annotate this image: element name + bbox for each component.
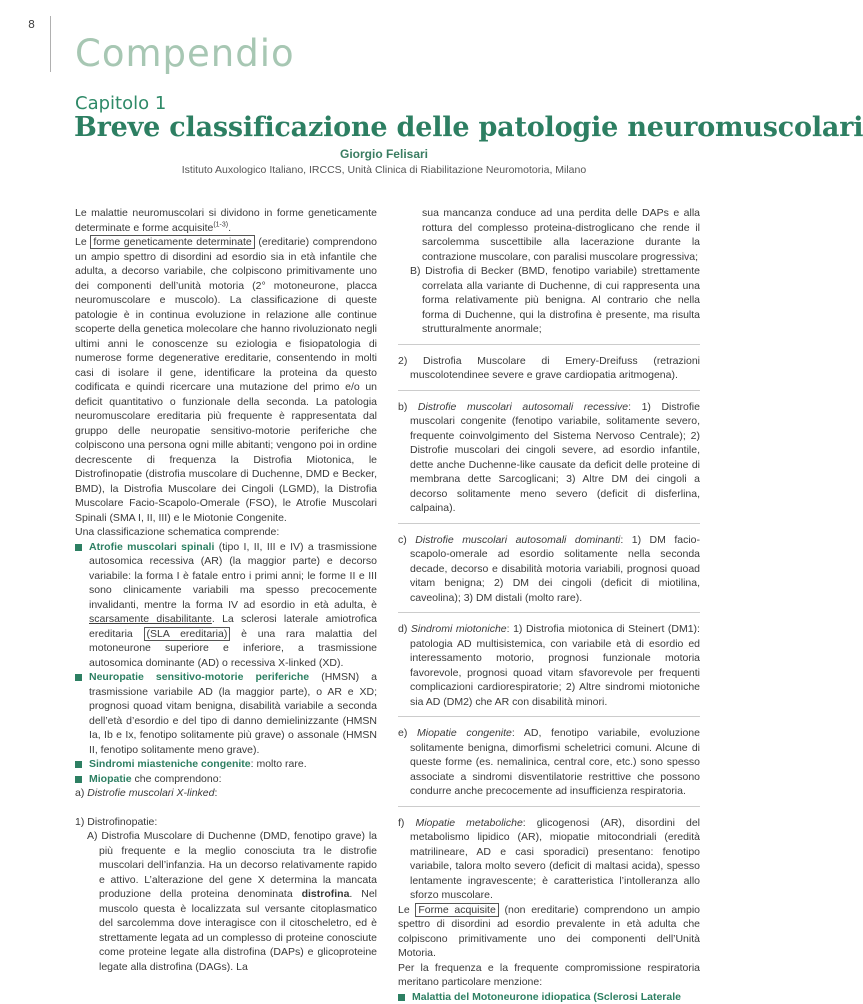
genetic-forms-paragraph (75, 235, 377, 525)
genetic-forms-text: (ereditarie) comprendono un ampio spettro di disordini ad esordio sia in età infantile che adulta, a decorso variabile, che colpiscono primitivamente uno dei componenti dell’unità motoria (2° motoneurone, placca neuromuscolare e muscolo). La classificazione di queste patologie è in continua evoluzione in relazione alle continue scoperte della genetica molecolare che hanno rivoluzionato negli ultimi anni le conoscenze su eziologia e fisiopatologia di numerose forme degenerative ereditarie, consentendo in molti casi di isolare il gene, identificare la proteina da questo codificata e quindi ricercare una mutazione del primo e/o un deficit quantitativo o funzionale della seconda. La patologia neuromuscolare ereditaria più frequente è rappresentata dal gruppo delle neuropatie sensitivo-motorie periferiche che colpiscono una persona ogni mille abitanti; vengono poi in ordine decrescente di frequenza la Distrofia Miotonica, le Distrofinopatie (distrofia muscolare di Duchenne, DMD e Becker, BMD), la Distrofia Muscolare dei Cingoli (LGMD), la Distrofia Muscolare Facio-Scapolo-Omerale (FSO), le Atrofie Muscolari Spinali (SMA I, II, III) e le Miotonie Congenite. (75, 236, 377, 524)
bullet-text: : molto rare. (251, 758, 307, 770)
item-prefix: f) (398, 817, 415, 829)
square-bullet-icon (75, 776, 82, 783)
page-number: 8 (28, 18, 35, 31)
author-name: Giorgio Felisari (0, 147, 768, 161)
item-italic-heading: Miopatie congenite (417, 727, 512, 739)
item-text: : glicogenosi (AR), disordini del metabolismo lipidico (AR), miopatie mitocondriali (eredità matrilineare, AD e casi sporadici) presentano: fenotipo variabile, talora molto severo (deficit di maltasi acida), spesso lentamente ingravescente; è caratteristica l’intolleranza allo sforzo muscolare. (410, 817, 700, 902)
item-b-autosomal-recessive (398, 400, 700, 516)
divider-line (398, 390, 700, 391)
section-title: Compendio (75, 32, 295, 75)
bullet-heading: Sindromi miasteniche congenite (89, 758, 251, 770)
bullet-text: (HMSN) a trasmissione variabile AD (la maggior parte), o AR e XD; prognosi quoad vitam benigna, disabilità variabile a seconda dell’età d’esordio e del tipo di danno demielinizzante (HMSN Ia, Ib e Ix, fenotipo solitamente più grave) o assonale (HMSN II, fenotipo solitamente meno grave). (89, 671, 377, 756)
bullet-heading: Miopatie (89, 773, 132, 785)
article-title: Breve classificazione delle patologie neuromuscolari (74, 112, 863, 143)
bullet-text: (tipo I, II, III e IV) a trasmissione autosomica recessiva (AR) (la maggior parte) e decorso variabile: la forma I è fatale entro i primi anni; le forme II e III sono clinicamente variabili ma spesso precocemente invalidanti, mentre la forma IV ad esordio in età adulta, è (89, 541, 377, 611)
duchenne-text-cont: . Nel muscolo questa è localizzata sul versante citoplasmatico del sarcolemma dove interagisce con il citoscheletro, ed è strettamente legata ad un complesso di proteine conosciute come proteine legate alla distrofina (DAPs) e glicoproteine legate alla distrofina (DAGs). La (99, 888, 377, 973)
item-prefix: c) (398, 534, 415, 546)
item-prefix: a) (75, 787, 87, 799)
chapter-label: Capitolo 1 (75, 93, 166, 114)
left-column (75, 206, 377, 974)
bullet-myasthenic (75, 757, 377, 772)
bullet-neuropathies (75, 670, 377, 757)
item-text: : AD, fenotipo variabile, evoluzione solitamente benigna, dimorfismi scheletrici comuni. Alcune di queste forme (es. nemalinica, central core, etc.) sono spesso associate a sindromi disventilatorie restrittive che possono condurre anche precocemente ad insufficienza respiratoria. (410, 727, 700, 797)
bullet-heading: Neuropatie sensitivo-motorie periferiche (89, 671, 309, 683)
item-prefix: d) (398, 623, 411, 635)
acquired-forms-text: (non ereditarie) comprendono un ampio spettro di disordini ad esordio prevalente in età adulta che colpiscono primitivamente uno dei componenti dell’Unità Motoria. (398, 904, 700, 960)
divider-line (398, 716, 700, 717)
divider-line (398, 806, 700, 807)
item-italic-heading: Sindromi miotoniche (411, 623, 507, 635)
item-a (75, 786, 377, 801)
spacer (75, 801, 377, 815)
boxed-term-acquired-forms: Forme acquisite (415, 903, 498, 917)
item-italic-heading: Miopatie metaboliche (415, 817, 522, 829)
boxed-term-sla: (SLA ereditaria) (144, 627, 231, 641)
item-e-congenital (398, 726, 700, 799)
bullet-myopathies (75, 772, 377, 787)
mention-paragraph: Per la frequenza e la frequente compromissione respiratoria meritano particolare menzione: (398, 961, 700, 990)
underlined-term: scarsamente disabilitante (89, 613, 212, 625)
right-column (398, 206, 700, 1004)
boxed-term-genetic-forms: forme geneticamente determinate (90, 235, 254, 249)
divider-line (398, 344, 700, 345)
item-prefix: e) (398, 727, 417, 739)
intro-text: Le malattie neuromuscolari si dividono in forme geneticamente determinate e forme acquisite (75, 207, 377, 234)
citation-superscript: (1-3) (213, 221, 228, 228)
acquired-forms-paragraph (398, 903, 700, 961)
bullet-heading: Malattia del Motoneurone idiopatica (Sclerosi Laterale (412, 991, 681, 1003)
item-italic-heading: Distrofie muscolari autosomali dominanti (415, 534, 620, 546)
item-B-becker: B) Distrofia di Becker (BMD, fenotipo variabile) strettamente correlata alla variante di Duchenne, di cui rappresenta una forma relativamente più benigna. Al contrario che nella forma di Duchenne, qui la distrofina è presente, ma risulta strutturalmente anormale; (398, 264, 700, 337)
bullet-text: . La sclerosi laterale amiotrofica ereditaria (89, 613, 377, 640)
bullet-spinal-atrophies (75, 540, 377, 671)
bullet-motor-neuron-disease (398, 990, 700, 1004)
bullet-text: che comprendono: (132, 773, 222, 785)
square-bullet-icon (398, 994, 405, 1001)
text-span: Le (398, 904, 415, 916)
intro-end: . (228, 222, 231, 234)
square-bullet-icon (75, 674, 82, 681)
item-italic-heading: Distrofie muscolari X-linked (87, 787, 214, 799)
item-f-metabolic (398, 816, 700, 903)
item-A-duchenne (75, 829, 377, 974)
item-text: : 1) Distrofia miotonica di Steinert (DM1): patologia AD multisistemica, con variabile età di esordio ed interessamento motorio, prognosi funzionale motoria favorevole, prognosi quoad vitam sfavorevole per frequenti complicazioni cardiorespiratorie; 2) Altre sindromi miotoniche sia AD (DM2) che AR con disabilità minori. (410, 623, 700, 708)
bullet-text: è una rara malattia del motoneurone superiore e inferiore, a trasmissione autosomica dominante (AD) o recessiva X-linked (XD). (89, 628, 377, 669)
bold-term-distrofina: distrofina (302, 888, 350, 900)
item-1-dystrophinopathies: 1) Distrofinopatie: (75, 815, 377, 830)
item-text: : 1) Distrofie muscolari congenite (fenotipo variabile, solitamente severo, frequente coinvolgimento del Sistema Nervoso Centrale); 2) Distrofie muscolari dei cingoli severe, ad esordio infantile, dette anche Duchenne-like causate da deficit delle proteine di membrana dette Sarcoglicani; 3) Altre DM dei cingoli a decorso solitamente meno severo (deficit di disferlina, calpaina). (410, 401, 700, 515)
item-text: : 1) DM facio-scapolo-omerale ad esordio solitamente nella seconda decade, decorso e disabilità motoria variabili, prognosi quoad vitam benigna; 2) DM dei cingoli (deficit di miotilina, caveolina); 3) DM distali (molto rare). (410, 534, 700, 604)
header-vertical-rule (50, 16, 51, 72)
item-2-emery-dreifuss: 2) Distrofia Muscolare di Emery-Dreifuss (retrazioni muscolotendinee severe e grave cardiopatia aritmogena). (398, 354, 700, 383)
duchenne-continuation: sua mancanza conduce ad una perdita delle DAPs e alla rottura del complesso proteina-distroglicano che rende il sarcolemma suscettibile alla lacerazione durante la contrazione muscolare, con paralisi muscolare progressiva; (398, 206, 700, 264)
bullet-heading: Atrofie muscolari spinali (89, 541, 214, 553)
item-c-autosomal-dominant (398, 533, 700, 606)
item-prefix: b) (398, 401, 418, 413)
item-d-myotonic (398, 622, 700, 709)
square-bullet-icon (75, 544, 82, 551)
intro-paragraph (75, 206, 377, 235)
classification-intro: Una classificazione schematica comprende: (75, 525, 377, 540)
item-suffix: : (214, 787, 217, 799)
author-affiliation: Istituto Auxologico Italiano, IRCCS, Unità Clinica di Riabilitazione Neuromotoria, Milano (0, 164, 768, 176)
item-italic-heading: Distrofie muscolari autosomali recessive (418, 401, 628, 413)
text-span: Le (75, 236, 90, 248)
square-bullet-icon (75, 761, 82, 768)
duchenne-text: A) Distrofia Muscolare di Duchenne (DMD, fenotipo grave) la più frequente e la meglio conosciuta tra le distrofie muscolari dell’infanzia. Ha un decorso relativamente rapido e attivo. L’alterazione del gene X determina la mancata produzione della proteina denominata (87, 830, 377, 900)
divider-line (398, 612, 700, 613)
divider-line (398, 523, 700, 524)
